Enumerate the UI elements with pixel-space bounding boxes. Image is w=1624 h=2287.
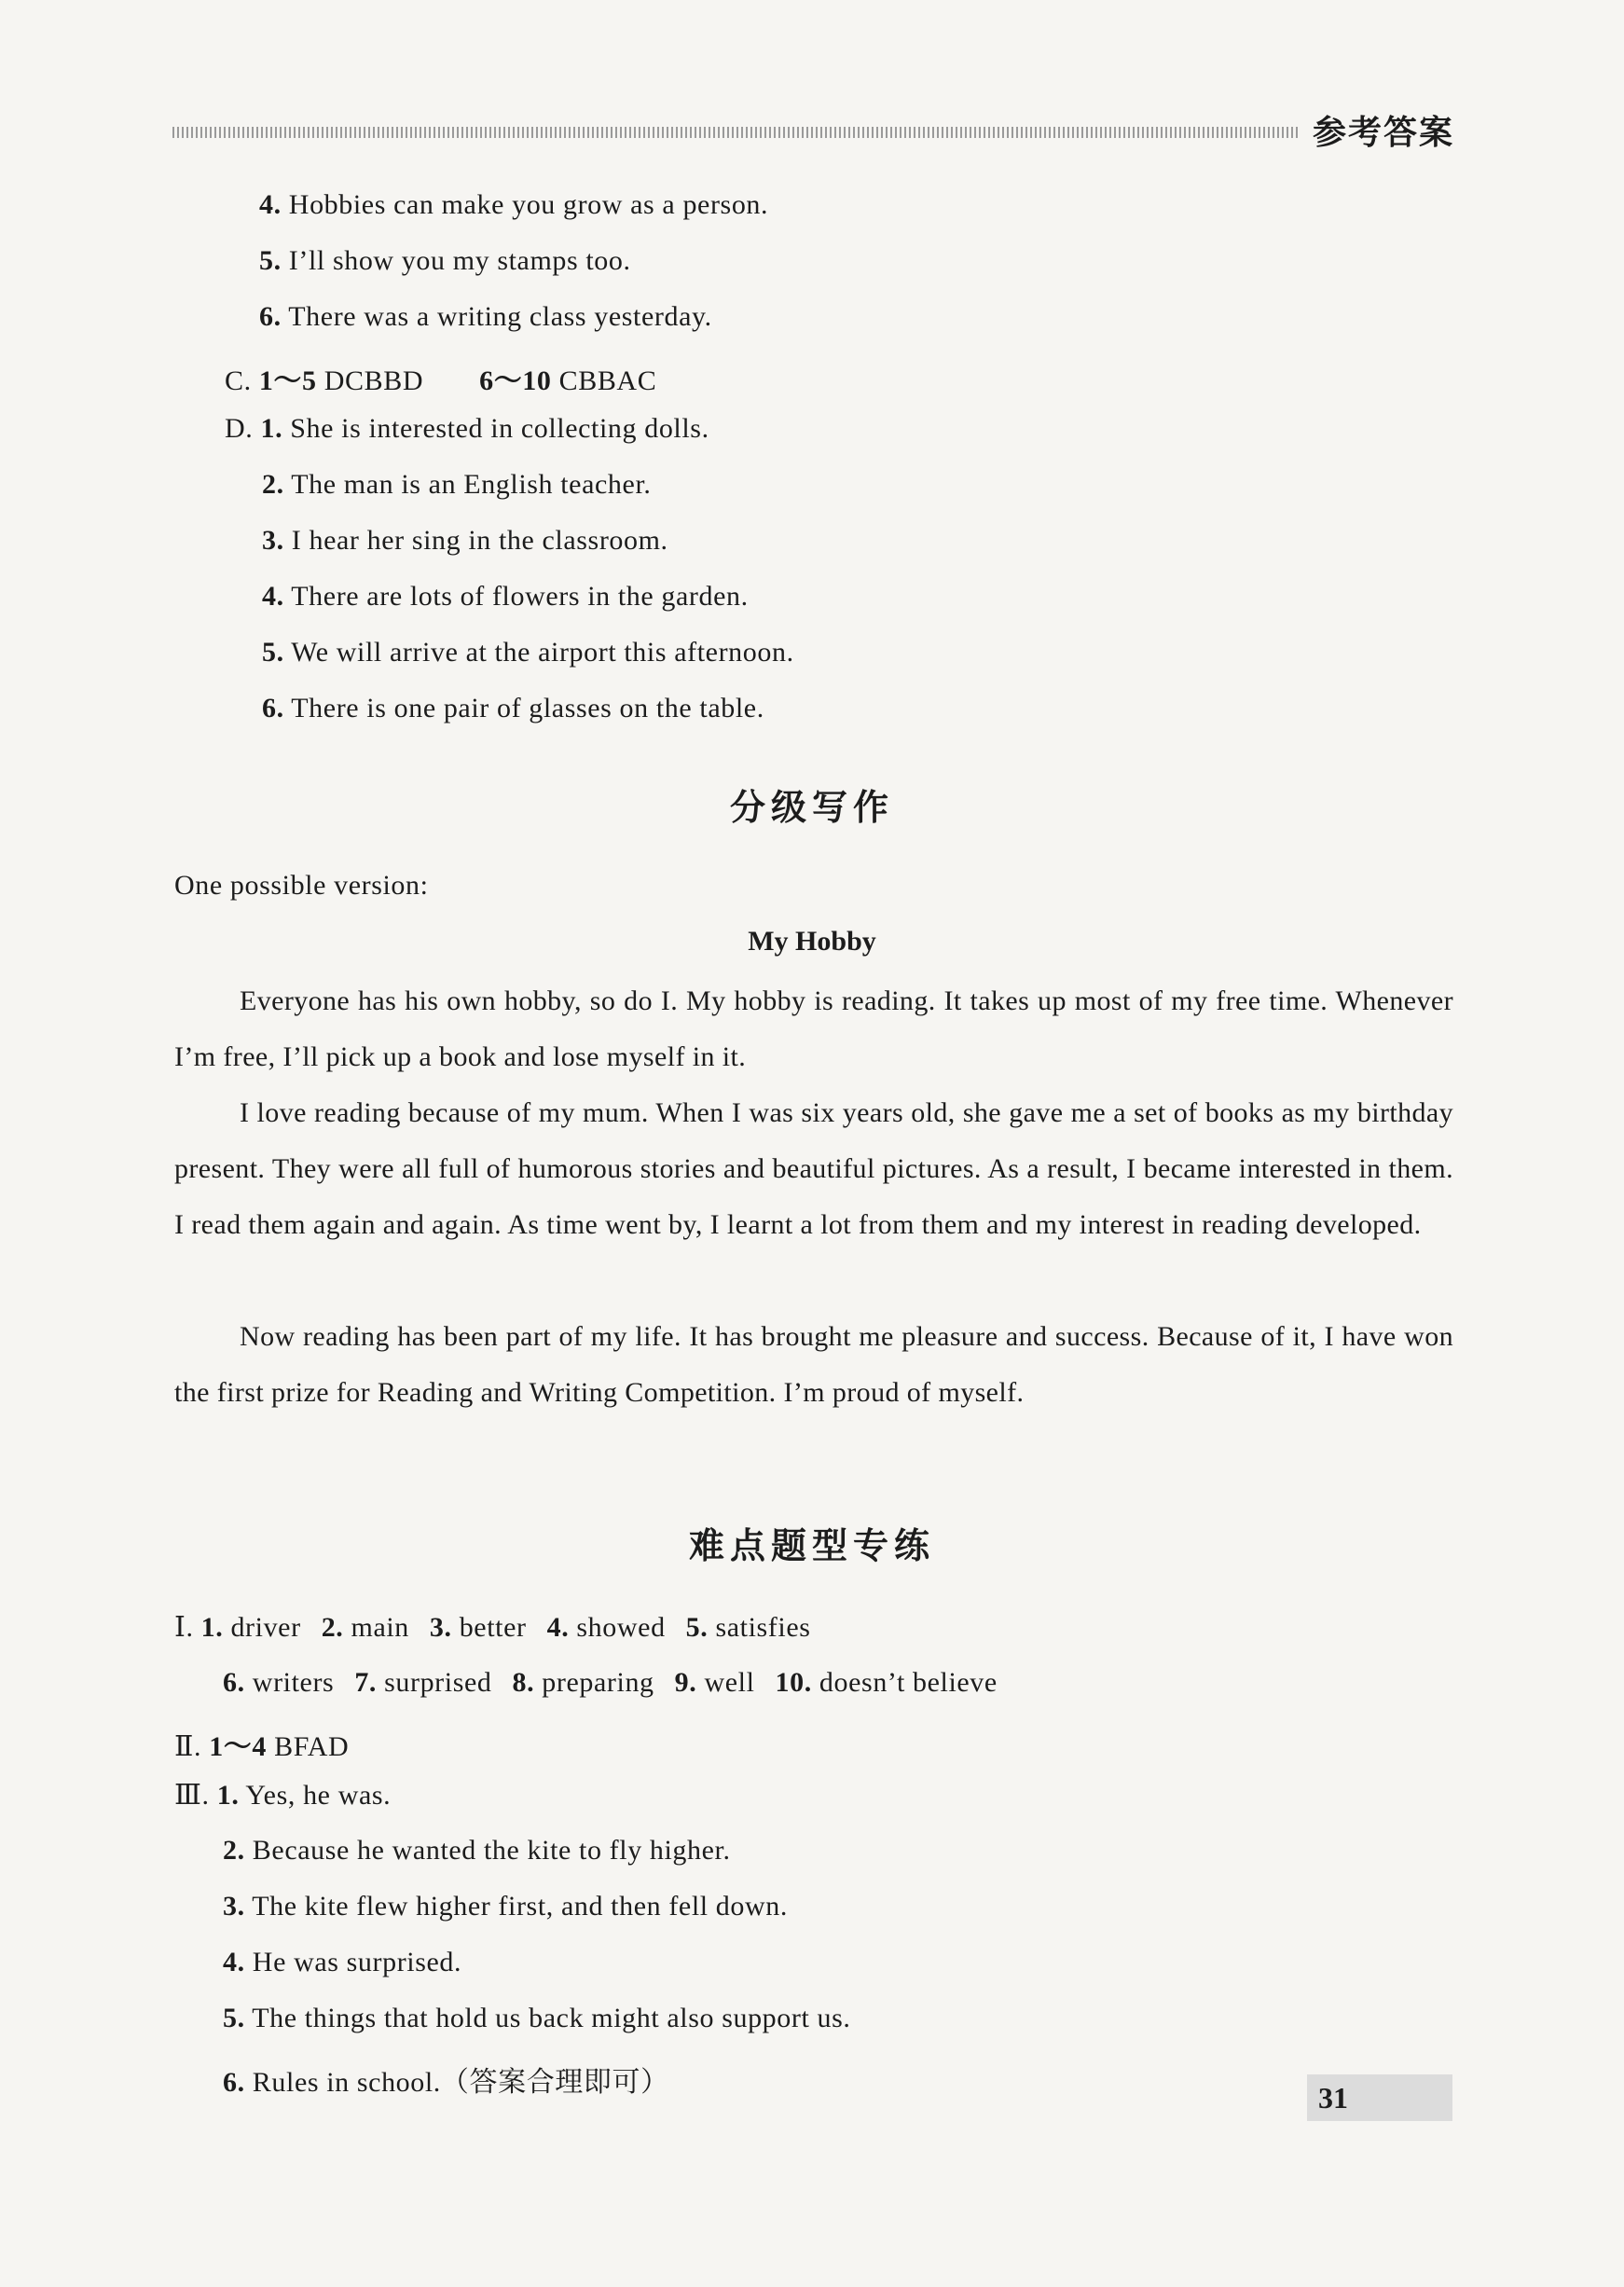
section-d-answer: 2. The man is an English teacher. xyxy=(262,469,652,500)
essay-paragraph: Now reading has been part of my life. It has brought me pleasure and success. Because of it, I have won the first prize for Reading and Writing Competition. I’m proud of myself. xyxy=(174,1321,1453,1408)
part3-answer: 4. He was surprised. xyxy=(223,1947,462,1977)
essay-paragraph: Everyone has his own hobby, so do I. My hobby is reading. It takes up most of my free time. Whenever I’m free, I’ll pick up a book and lose myself in it. xyxy=(174,985,1453,1072)
part3-answer: 2. Because he wanted the kite to fly higher. xyxy=(223,1835,731,1866)
section-heading-practice: 难点题型专练 xyxy=(688,1525,935,1566)
part3-answer: Ⅲ. 1. Yes, he was. xyxy=(174,1780,392,1811)
part1-row2: 6. writers 7. surprised 8. preparing 9. well 10. doesn’t believe xyxy=(223,1667,998,1698)
header-rule xyxy=(172,127,1301,138)
section-heading-writing: 分级写作 xyxy=(729,787,894,828)
section-d-answer: 4. There are lots of flowers in the garden. xyxy=(262,581,749,612)
section-c-answers: C. 1～5 DCBBD 6～10 CBBAC xyxy=(225,365,657,396)
essay-paragraph: I love reading because of my mum. When I was six years old, she gave me a set of books as my birthday present. They were all full of humorous stories and beautiful pictures. As a result, I became interested in them. I read them again and again. As time went by, I learnt a lot from them and my interest in reading developed. xyxy=(174,1097,1453,1240)
section-d-answer: D. 1. She is interested in collecting dolls. xyxy=(225,413,709,444)
section-d-answer: 5. We will arrive at the airport this afternoon. xyxy=(262,637,794,668)
part1-row1: Ⅰ. 1. driver 2. main 3. better 4. showed 5. satisfies xyxy=(174,1612,811,1643)
writing-intro: One possible version: xyxy=(174,870,429,901)
header-title: 参考答案 xyxy=(1313,114,1455,152)
answer-line: 5. I’ll show you my stamps too. xyxy=(259,245,631,276)
part3-answer: 5. The things that hold us back might also support us. xyxy=(223,2003,851,2033)
section-d-answer: 3. I hear her sing in the classroom. xyxy=(262,525,668,556)
section-d-answer: 6. There is one pair of glasses on the table. xyxy=(262,693,764,723)
essay-title: My Hobby xyxy=(748,926,876,957)
part3-answer: 6. Rules in school.（答案合理即可） xyxy=(223,2067,669,2098)
answer-line: 6. There was a writing class yesterday. xyxy=(259,301,712,332)
part3-answer: 3. The kite flew higher first, and then fell down. xyxy=(223,1891,788,1922)
part2-answer: Ⅱ. 1～4 BFAD xyxy=(174,1731,350,1762)
answer-line: 4. Hobbies can make you grow as a person. xyxy=(259,189,769,220)
page-number: 31 xyxy=(1307,2074,1452,2121)
